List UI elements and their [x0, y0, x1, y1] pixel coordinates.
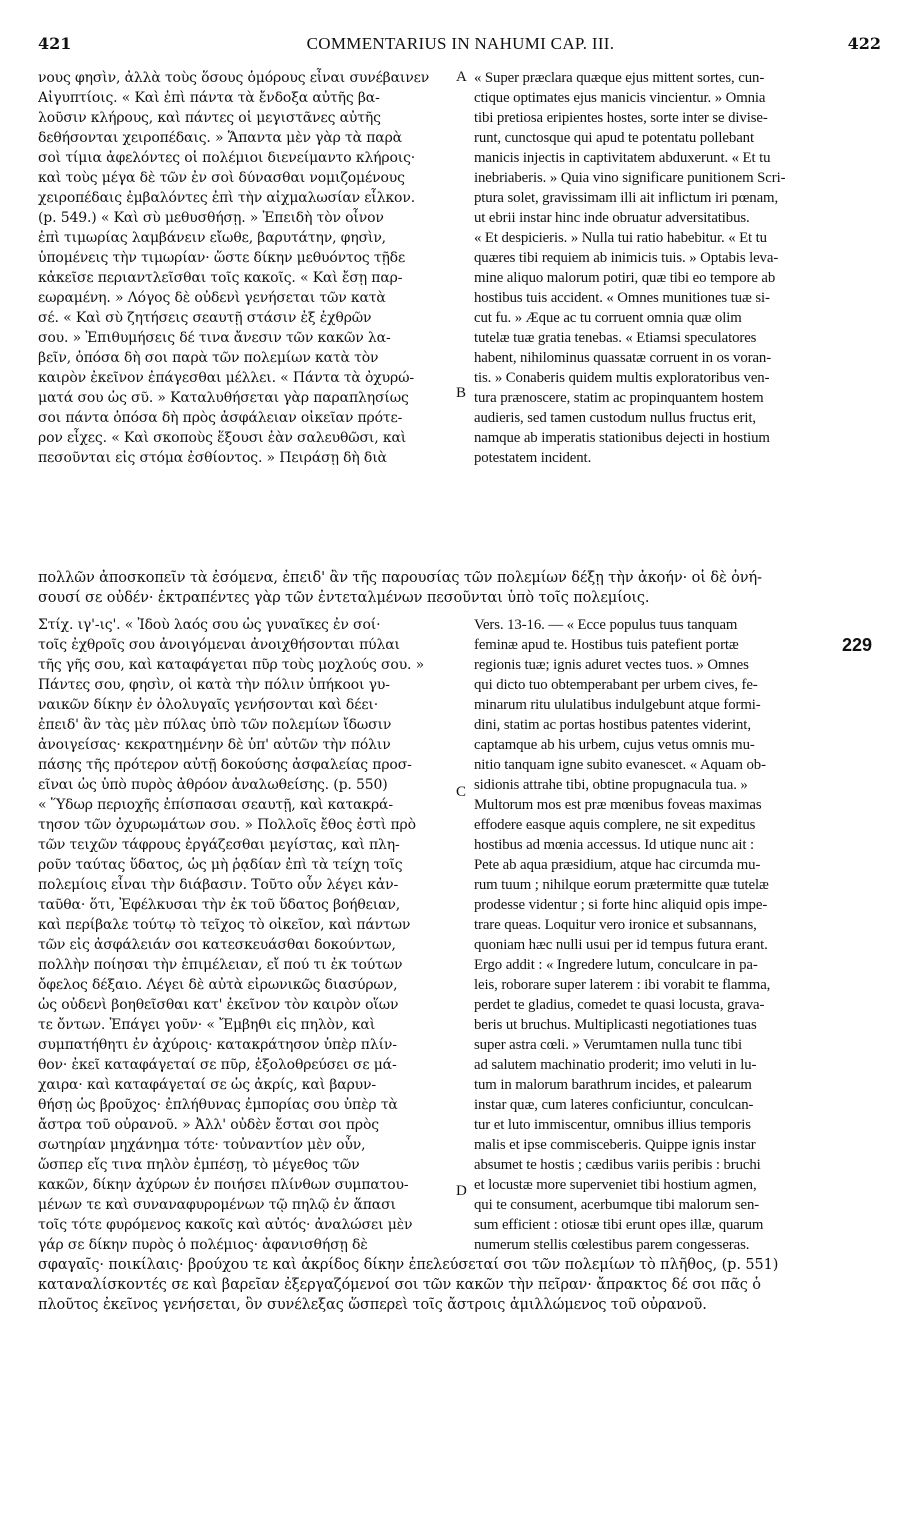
latin-text-line: Multorum mos est præ mœnibus foveas maximas	[474, 797, 762, 813]
margin-letter-d: D	[456, 1183, 467, 1199]
greek-text-line: κἀκεῖσε περιαντλεῖσθαι τοῖς κακοῖς. « Καὶ ἔσῃ παρ-	[38, 270, 403, 286]
greek-text-line: σου. » Ἐπιθυμήσεις δέ τινα ἄνεσιν τῶν κακῶν λα-	[38, 330, 391, 346]
latin-text-line: feminæ apud te. Hostibus tuis patefient portæ	[474, 637, 739, 653]
greek-text-line: ἄστρα τοῦ οὐρανοῦ. » Ἀλλ' οὐδὲν ἔσται σοι πρὸς	[38, 1117, 379, 1133]
latin-text-line: manicis injectis in captivitatem abduxerunt. « Et tu	[474, 150, 771, 166]
greek-text-line: καταναλίσκοντές σε καὶ βαρεῖαν ἐξεργαζόμενοί σοι τῶν κακῶν τὴν πεῖραν· ἄπρακτος δέ σοι πᾶς ὁ	[38, 1277, 761, 1293]
latin-text-line: leis, roborare super laterem : ibi vorabit te flamma,	[474, 977, 771, 993]
greek-text-line: πεσοῦνται εἰς στόμα ἐσθίοντος. » Πειράσῃ δὴ διὰ	[38, 450, 387, 466]
running-title: COMMENTARIUS IN NAHUMI CAP. III.	[306, 34, 615, 53]
latin-text-line: tibi pretiosa eripientes hostes, sorte inter se divise-	[474, 110, 768, 126]
latin-text-line: hostibus tuis accident. « Omnes munitiones tuæ si-	[474, 290, 770, 306]
latin-text-line: tura prænoscere, statim ac propinquantem hostem	[474, 390, 764, 406]
greek-text-line: Στίχ. ιγ'-ις'. « Ἰδοὺ λαός σου ὡς γυναῖκες ἐν σοί·	[38, 617, 381, 633]
latin-text-line: « Et despicieris. » Nulla tui ratio habebitur. « Et tu	[474, 230, 767, 246]
greek-text-line: (p. 549.) « Καὶ σὺ μεθυσθήσῃ. » Ἐπειδὴ τὸν οἶνον	[38, 210, 384, 226]
latin-text-line: et locustæ more superveniet tibi hostium agmen,	[474, 1177, 757, 1193]
greek-text-line: ὄφελος δέξαιο. Λέγει δὲ αὐτὰ εἰρωνικῶς διασύρων,	[38, 977, 398, 993]
page-number-left: 421	[38, 34, 72, 53]
latin-text-line: Ergo addit : « Ingredere lutum, conculcare in pa-	[474, 957, 758, 973]
greek-text-line: δεθήσονται χειροπέδαις. » Ἅπαντα μὲν γὰρ τὰ παρὰ	[38, 130, 402, 146]
greek-text-line: Πάντες σου, φησὶν, οἱ κατὰ τὴν πόλιν ὑπήκοοι γυ-	[38, 677, 390, 693]
latin-text-line: « Super præclara quæque ejus mittent sortes, cun-	[474, 70, 765, 86]
page-number-right: 422	[847, 34, 881, 53]
latin-text-line: nitio tanquam igne subito evanescet. « Aquam ob-	[474, 757, 766, 773]
greek-text-line: ἐπειδ' ἂν τὰς μὲν πύλας ὑπὸ τῶν πολεμίων ἴδωσιν	[38, 717, 392, 733]
latin-text-line: instar quæ, cum lateres conficiuntur, conculcan-	[474, 1097, 754, 1113]
greek-text-line: « Ὕδωρ περιοχῆς ἐπίσπασαι σεαυτῇ, καὶ κατακρά-	[38, 797, 393, 813]
latin-text-line: qui dicto tuo obtemperabant per urbem cives, fe-	[474, 677, 758, 693]
latin-text-line: regionis tuæ; ignis aduret vectes tuos. » Omnes	[474, 657, 749, 673]
greek-text-line: χαιρα· καὶ καταφάγεταί σε ὡς ἀκρίς, καὶ βαρυν-	[38, 1077, 376, 1093]
latin-text-line: namque ab imperatis stationibus dejecti in hostium	[474, 430, 770, 446]
greek-text-line: καὶ τοὺς μέγα δὲ τῶν ἐν σοὶ δύνασθαι νομιζομένους	[38, 170, 405, 186]
latin-text-line: runt, cunctosque qui apud te potentatu pollebant	[474, 130, 754, 146]
latin-text-line: captamque ab his urbem, cujus vetus omnis mu-	[474, 737, 755, 753]
greek-text-line: τῶν εἰς ἀσφάλειάν σοι κατεσκευάσθαι δοκούντων,	[38, 937, 396, 953]
greek-text-line: πλοῦτος ἐκεῖνος γενήσεται, ὃν συνέλεξας ὥσπερεὶ τοῖς ἄστροις ἁμιλλώμενος τοῦ οὐρανοῦ.	[38, 1297, 707, 1313]
greek-text-line: θήσῃ ὡς βροῦχος· ἐπλήθυνας ἐμπορίας σου ὑπὲρ τὰ	[38, 1097, 398, 1113]
latin-text-line: mine aliquo malorum potiri, quæ tibi eo tempore ab	[474, 270, 776, 286]
greek-text-line: ὑπομένεις τὴν τιμωρίαν· ὥστε δίκην μεθυόντος τῇδε	[38, 250, 406, 266]
latin-text-line: cut fu. » Æque ac tu corruent omnia quæ olim	[474, 310, 742, 326]
column-number: 229	[842, 635, 873, 655]
greek-text-line: σοι πάντα ὁπόσα δὴ πρὸς ἀσφάλειαν οἰκεῖαν πρότε-	[38, 410, 403, 426]
greek-text-line: ταῦθα· ὅτι, Ἐφέλκυσαι τὴν ἐκ τοῦ ὕδατος βοήθειαν,	[38, 897, 401, 913]
latin-text-line: hostibus ad mœnia accessus. Id utique nunc ait :	[474, 837, 754, 853]
latin-text-line: prodesse videntur ; si forte hinc aliquid opis impe-	[474, 897, 768, 913]
latin-text-line: quoniam hæc nulli usui per id tempus futura erant.	[474, 937, 768, 953]
greek-text-line: πάσης τῆς πρότερον αὐτῇ δοκούσης ἀσφαλείας προσ-	[38, 757, 412, 773]
greek-text-line: τοῖς τότε φυρόμενος κακοῖς καὶ αὐτός· ἀναλώσει μὲν	[38, 1217, 413, 1233]
latin-text-line: sidionis attrahe tibi, obtine propugnacula tua. »	[474, 777, 748, 793]
latin-text-line: ad salutem machinatio proderit; imo veluti in lu-	[474, 1057, 757, 1073]
greek-text-line: εῖναι ὡς ὑπὸ πυρὸς ἀθρόον ἀναλωθείσης. (p. 550)	[38, 777, 388, 793]
latin-text-line: quæres tibi requiem ab inimicis tuis. » Optabis leva-	[474, 250, 779, 266]
greek-text-line: σοὶ τίμια ἀφελόντες οἱ πολέμιοι διενείμαντο κλήροις·	[38, 150, 416, 166]
latin-text-line: habent, nihilominus quassatæ corruent in os voran-	[474, 350, 772, 366]
latin-text-line: absumet te hostis ; cædibus variis peribis : bruchi	[474, 1157, 761, 1173]
latin-text-line: beris ut bruchus. Multiplicasti negotiationes tuas	[474, 1017, 757, 1033]
greek-text-line: γάρ σε δίκην πυρὸς ὁ πολέμιος· ἀφανισθήσῃ δὲ	[38, 1237, 368, 1253]
greek-text-line: πολεμίοις εἶναι τὴν διάβασιν. Τοῦτο οὖν λέγει κἀν-	[38, 877, 399, 893]
latin-text-line: ctique optimates ejus manicis vincientur. » Omnia	[474, 90, 766, 106]
latin-text-line: tutelæ tuæ gratia tenebas. « Etiamsi speculatores	[474, 330, 757, 346]
greek-text-line: σωτηρίαν μηχάνημα τότε· τοὐναντίον μὲν οὖν,	[38, 1137, 366, 1153]
greek-text-line: χειροπέδαις ἐμβαλόντες ἐπὶ τὴν αἰχμαλωσίαν εἷλκον.	[38, 190, 415, 206]
margin-letter-b: B	[456, 385, 467, 401]
greek-text-line: βεῖν, ὁπόσα δὴ σοι παρὰ τῶν πολεμίων κατὰ τὸν	[38, 350, 379, 366]
greek-text-line: καιρὸν ἐκεῖνον ἐπάγεσθαι μέλλει. « Πάντα τὰ ὀχυρώ-	[38, 370, 414, 386]
latin-text-line: Pete ab aqua præsidium, atque hac circumda mu-	[474, 857, 761, 873]
margin-letter-c: C	[456, 784, 467, 800]
greek-text-line: μένων τε καὶ συναναφυρομένων τῷ πηλῷ ἐν ἅπασι	[38, 1197, 396, 1213]
greek-text-line: σουσί σε οὐδέν· ἐκτραπέντες γὰρ τῶν ἐντεταλμένων πεσοῦνται ὑπὸ τοῖς πολεμίοις.	[38, 590, 650, 606]
greek-text-line: συμπατήθητι ἐν ἀχύροις· κατακράτησον ὑπὲρ πλίν-	[38, 1037, 397, 1053]
latin-text-line: sum efficient : otiosæ tibi erunt opes illæ, quarum	[474, 1217, 764, 1233]
latin-text-line: perdet te gladius, comedet te quasi locusta, grava-	[474, 997, 765, 1013]
latin-text-line: super astra cœli. » Verumtamen nulla tunc tibi	[474, 1037, 742, 1053]
latin-text-line: Vers. 13-16. — « Ecce populus tuus tanquam	[474, 617, 738, 633]
latin-text-line: potestatem incident.	[474, 450, 592, 466]
greek-text-line: τησον τῶν ὀχυρωμάτων σου. » Πολλοῖς ἔθος ἐστὶ πρὸ	[38, 817, 416, 833]
latin-text-line: rum tuum ; nihilque eorum prætermitte quæ tutelæ	[474, 877, 769, 893]
greek-text-line: Αἰγυπτίοις. « Καὶ ἐπὶ πάντα τὰ ἔνδοξα αὐτῆς βα-	[38, 90, 380, 106]
latin-text-line: effodere easque aquis complere, ne sit expeditus	[474, 817, 756, 833]
greek-text-line: ὡς οὐδενὶ βοηθεῖσθαι κατ' ἐκεῖνον τὸν καιρὸν οἵων	[38, 997, 399, 1013]
greek-text-line: ἐπὶ τιμωρίας λαμβάνειν εἴωθε, βαρυτάτην, φησὶν,	[38, 230, 386, 246]
latin-text-line: tis. » Conaberis quidem multis exploratoribus ven-	[474, 370, 770, 386]
greek-text-line: τε ὄντων. Ἐπάγει γοῦν· « Ἔμβηθι εἰς πηλὸν, καὶ	[38, 1017, 376, 1033]
greek-text-line: ἀνοιγείσας· κεκρατημένην δὲ ὑπ' αὐτῶν τὴν πόλιν	[38, 737, 391, 753]
latin-text-line: malis et ipse commisceberis. Quippe ignis instar	[474, 1137, 756, 1153]
margin-letter-a: A	[456, 69, 467, 85]
latin-text-line: tur et luto immiscentur, omnibus illius temporis	[474, 1117, 751, 1133]
greek-text-line: ροῦν ταύτας ὕδατος, ὡς μὴ ῥᾳδίαν ἐπὶ τὰ τείχη τοῖς	[38, 857, 403, 873]
latin-text-line: ptura solet, gravissimam illi ait inflictum iri pœnam,	[474, 190, 779, 206]
latin-text-line: ut ebrii instar hinc inde obruatur adversitatibus.	[474, 210, 750, 226]
greek-text-line: ναικῶν δίκην ἐν ὀλολυγαῖς γενήσονται καὶ δέει·	[38, 697, 379, 713]
greek-text-line: καὶ περίβαλε τούτῳ τὸ τεῖχος τὸ οἰκεῖον, καὶ πάντων	[38, 917, 411, 933]
greek-text-line: σφαγαῖς· ποικίλαις· βρούχου τε καὶ ἀκρίδος δίκην ἐπελεύσεταί σοι τῶν πολεμίων τὸ πλῆθος, (p. 551)	[38, 1257, 779, 1273]
greek-text-line: πολλὴν ποίησαι τὴν ἐπιμέλειαν, εἴ πού τι ἐκ τούτων	[38, 957, 403, 973]
greek-text-line: θον· ἐκεῖ καταφάγεταί σε πῦρ, ἐξολοθρεύσει σε μά-	[38, 1057, 397, 1073]
greek-text-line: τοῖς ἐχθροῖς σου ἀνοιγόμεναι ἀνοιχθήσονται πύλαι	[38, 637, 400, 653]
latin-text-line: qui te consument, acerbumque tibi malorum sen-	[474, 1197, 760, 1213]
latin-text-line: dini, statim ac portas hostibus patentes viderint,	[474, 717, 751, 733]
latin-text-line: audieris, sed tamen custodum nullus fructus erit,	[474, 410, 756, 426]
latin-text-line: trare queas. Loquitur vero ironice et subsannans,	[474, 917, 757, 933]
latin-text-line: minarum ritu ululatibus indulgebunt atque formi-	[474, 697, 761, 713]
latin-text-line: tum in malorum barathrum incides, et palearum	[474, 1077, 752, 1093]
greek-text-line: κακῶν, δίκην ἀχύρων ἐν ποιήσει πλίνθων συμπατου-	[38, 1177, 409, 1193]
latin-text-line: inebriaberis. » Quia vino significare punitionem Scri-	[474, 170, 786, 186]
greek-text-line: τῶν τειχῶν τάφρους ἐργάζεσθαι μεγίστας, καὶ πλη-	[38, 837, 400, 853]
greek-text-line: ὥσπερ εἴς τινα πηλὸν ἐμπέσῃ, τὸ μέγεθος τῶν	[38, 1157, 360, 1173]
greek-text-line: τῆς γῆς σου, καὶ καταφάγεται πῦρ τοὺς μοχλούς σου. »	[38, 657, 425, 673]
greek-text-line: ματά σου ὡς σῦ. » Καταλυθήσεται γὰρ παραπλησίως	[38, 390, 409, 406]
greek-text-line: εωραμένη. » Λόγος δὲ οὐδενὶ γενήσεται τῶν κατὰ	[38, 290, 386, 306]
greek-text-line: νους φησὶν, ἀλλὰ τοὺς ὅσους ὁμόρους εἶναι συνέβαινεν	[38, 70, 430, 86]
latin-text-line: numerum stellis cœlestibus parem congesseras.	[474, 1237, 750, 1253]
greek-text-line: ρον εἶχες. « Καὶ σκοποὺς ἕξουσι ἐὰν σαλευθῶσι, καὶ	[38, 430, 407, 446]
page-header	[0, 34, 921, 60]
greek-text-line: σέ. « Καὶ σὺ ζητήσεις σεαυτῇ στάσιν ἐξ ἐχθρῶν	[38, 310, 372, 326]
greek-text-line: λοῦσιν κλήρους, καὶ πάντες οἱ μεγιστᾶνες αὐτῆς	[38, 110, 381, 126]
greek-text-line: πολλῶν ἀποσκοπεῖν τὰ ἐσόμενα, ἐπειδ' ἂν τῆς παρουσίας τῶν πολεμίων δέξῃ τὴν ἀκοήν· οἱ δὲ ὀνή-	[38, 570, 762, 586]
